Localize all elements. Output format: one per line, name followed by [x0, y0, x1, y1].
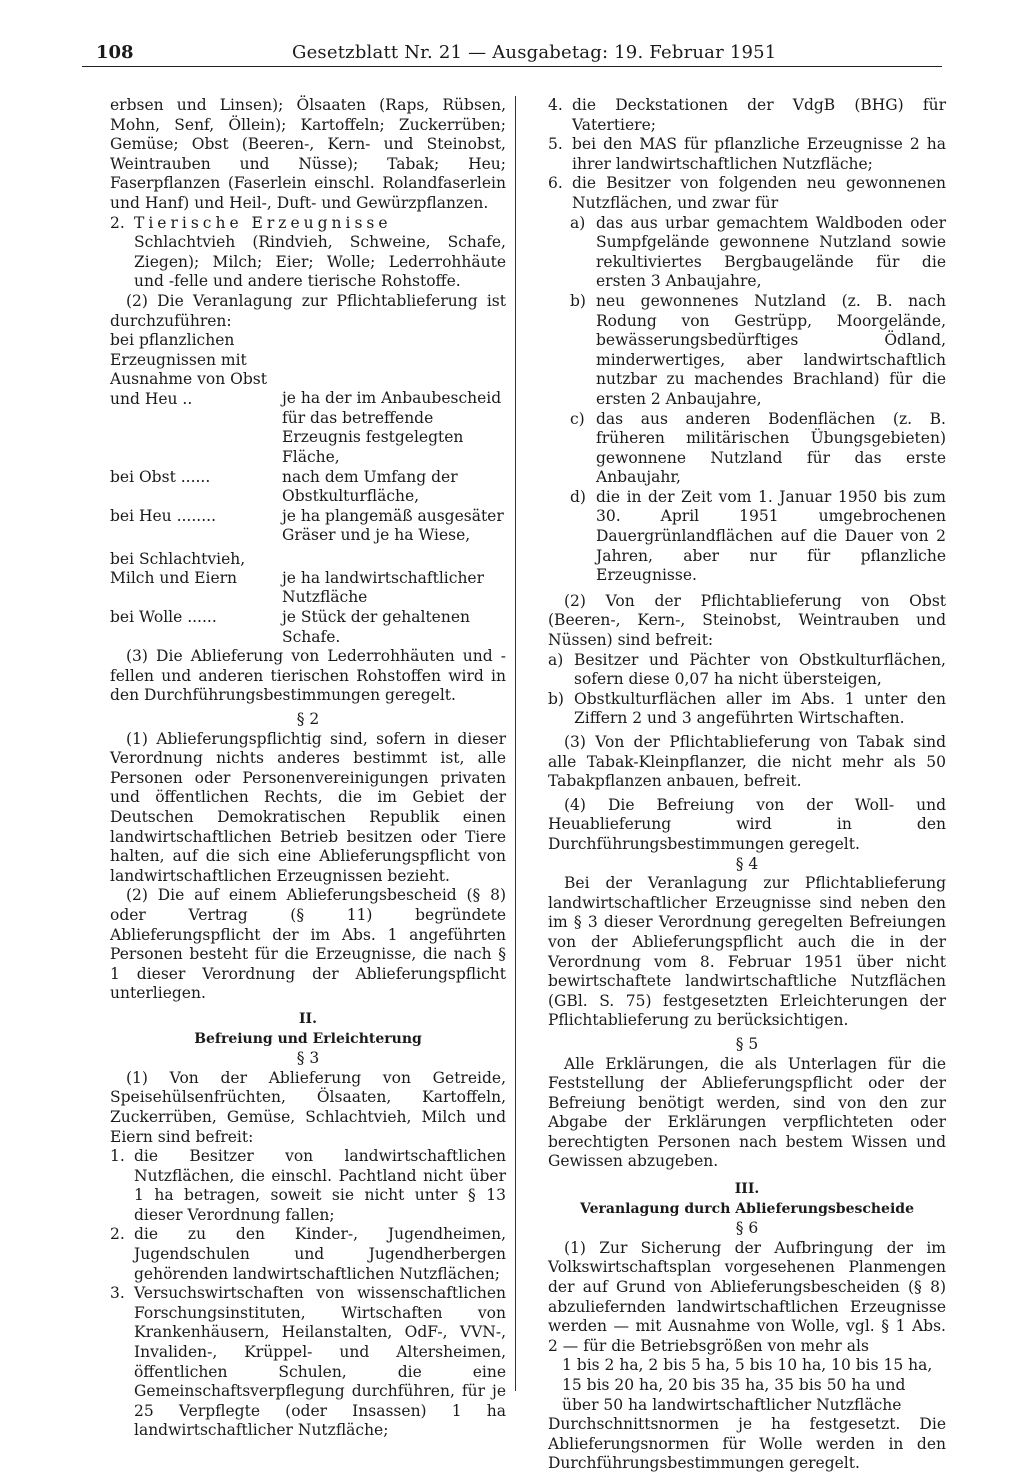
right-column: [548, 96, 946, 1474]
exemption-item: [110, 1147, 506, 1225]
exemption-text: die Besitzer von landwirtschaftlichen Nutzflächen, die einschl. Pachtland nicht über 1 ha betragen, soweit sie nicht unter § 13 dieser Verordnung fallen;: [134, 1147, 506, 1224]
exemption-item: [548, 96, 946, 135]
sub-item: [570, 410, 946, 488]
section-3-paragraph-4: (4) Die Befreiung von der Woll- und Heuablieferung wird in den Durchführungsbestimmungen geregelt.: [548, 795, 946, 853]
part-2-title: Befreiung und Erleichterung: [194, 1030, 422, 1047]
exemption-number: 1.: [110, 1147, 125, 1166]
section-2-heading: § 2: [296, 710, 320, 729]
sub-item: [570, 292, 946, 410]
schedule-row: [110, 507, 506, 546]
item-2-number: 2.: [110, 213, 125, 232]
item-2-title: Tierische Erzeugnisse: [134, 213, 392, 232]
fruit-exemption-item: [548, 651, 946, 690]
sub-item-text: das aus anderen Bodenflächen (z. B. früheren militärischen Übungsgebieten) gewonnene Nutzland für das erste Anbaujahr,: [596, 409, 946, 487]
exemption-text: die Deckstationen der VdgB (BHG) für Vatertiere;: [572, 96, 946, 134]
section-2-paragraph-2: (2) Die auf einem Ablieferungsbescheid (§ 8) oder Vertrag (§ 11) begründete Ablieferungspflicht der im Abs. 1 angeführten Personen besteht für die Erzeugnisse, die nach § 1 dieser Verordnung der Ablieferungspflicht unterliegen.: [110, 886, 506, 1003]
sub-item-letter: b): [570, 291, 586, 310]
schedule-label: bei pflanzlichen Erzeugnissen mit Ausnahme von Obst und Heu ..: [110, 331, 267, 408]
exemption-text: die zu den Kinder-, Jugendheimen, Jugendschulen und Jugendherbergen gehörenden landwirtschaftlichen Nutzflächen;: [134, 1225, 506, 1283]
sub-item: [570, 214, 946, 292]
schedule-label: bei Schlachtvieh, Milch und Eiern: [110, 549, 246, 588]
section-4-heading: § 4: [735, 854, 759, 873]
section-3-paragraph-1: (1) Von der Ablieferung von Getreide, Speisehülsenfrüchten, Ölsaaten, Kartoffeln, Zuckerrüben, Gemüse, Schlachtvieh, Milch und Eiern sind befreit:: [110, 1068, 506, 1146]
section-6-heading: § 6: [735, 1219, 759, 1238]
sub-item-letter: d): [570, 487, 586, 506]
exemption-item: [110, 1225, 506, 1284]
section-4-text: Bei der Veranlagung zur Pflichtablieferung landwirtschaftlicher Erzeugnisse sind neben den im § 3 dieser Verordnung geregelten Befreiungen von der Ablieferungspflicht auch die in der Verordnung vom 8. Februar 1951 über nicht bewirtschaftete landwirtschaftliche Nutzflächen (GBl. S. 75) festgesetzten Erleichterungen der Pflichtablieferung zu berücksichtigen.: [548, 874, 946, 1030]
sub-item-text: das aus urbar gemachtem Waldboden oder Sumpfgelände gewonnene Nutzland sowie rekultiviertes Bergbaugelände für die ersten 3 Anbaujahre,: [596, 213, 946, 291]
farm-size-ranges: 1 bis 2 ha, 2 bis 5 ha, 5 bis 10 ha, 10 bis 15 ha, 15 bis 20 ha, 20 bis 35 ha, 35 bis 50 ha und über 50 ha landwirtschaftlicher Nutzfläche: [562, 1356, 933, 1414]
paragraph-2: (2) Die Veranlagung zur Pflichtablieferung ist durchzuführen:: [110, 291, 506, 330]
sub-item-letter: a): [548, 650, 564, 669]
exemption-number: 4.: [548, 96, 563, 114]
item-6-subitems: [548, 214, 946, 586]
exemption-number: 2.: [110, 1225, 125, 1244]
section-3-heading: § 3: [296, 1049, 320, 1068]
exemption-item: [548, 174, 946, 213]
column-divider: [515, 96, 516, 1391]
exemption-number: 5.: [548, 135, 563, 154]
sub-item: [570, 488, 946, 586]
schedule-row: [110, 608, 506, 647]
paragraph-3: (3) Die Ablieferung von Lederrohhäuten und -fellen und anderen tierischen Rohstoffen wird in den Durchführungsbestimmungen geregelt.: [110, 647, 506, 705]
exemption-number: 3.: [110, 1284, 125, 1303]
section-2-paragraph-1: (1) Ablieferungspflichtig sind, sofern in dieser Verordnung nichts anderes bestimmt ist, alle Personen oder Personenvereinigungen privaten und öffentlichen Rechts, die im Gebiet der Deutschen Demokratischen Republik einen landwirtschaftlichen Betrieb besitzen oder Tiere halten, auf die sich eine Ablieferungspflicht von landwirtschaftlichen Erzeugnissen bezieht.: [110, 729, 506, 885]
sub-item-letter: a): [570, 213, 586, 232]
schedule-value: je ha landwirtschaftlicher Nutzfläche: [282, 568, 485, 607]
schedule-value: nach dem Umfang der Obstkulturfläche,: [282, 467, 458, 506]
intro-continuation: erbsen und Linsen); Ölsaaten (Raps, Rübsen, Mohn, Senf, Öllein); Kartoffeln; Zuckerrüben; Gemüse; Obst (Beeren-, Kern- und Steinobst, Weintrauben und Nüsse); Tabak; Heu; Faserpflanzen (Faserlein einschl. Rolandfaserlein und Hanf) und Heil-, Duft- und Gewürzpflanzen.: [110, 96, 506, 212]
left-column: [110, 96, 506, 1441]
page-header: [82, 40, 942, 70]
section-6-paragraph-1: (1) Zur Sicherung der Aufbringung der im Volkswirtschaftsplan vorgesehenen Planmengen der auf Grund von Ablieferungsbescheiden (§ 8) abzuliefernden landwirtschaftlichen Erzeugnisse werden — mit Ausnahme von Wolle, vgl. § 1 Abs. 2 — für die Betriebsgrößen von mehr als: [548, 1238, 946, 1355]
exemption-number: 6.: [548, 174, 563, 193]
item-2: [110, 214, 506, 234]
schedule-row: [110, 468, 506, 507]
header-rule: [82, 66, 942, 67]
sub-item-text: Obstkulturflächen aller im Abs. 1 unter den Ziffern 2 und 3 angeführten Wirtschaften.: [574, 689, 946, 728]
assessment-schedule: [110, 331, 506, 647]
schedule-label: bei Wolle ......: [110, 608, 217, 627]
section-3-paragraph-2: (2) Von der Pflichtablieferung von Obst (Beeren-, Kern-, Steinobst, Weintrauben und Nüssen) sind befreit:: [548, 591, 946, 650]
exemption-item: [110, 1284, 506, 1441]
sub-item-letter: b): [548, 689, 564, 708]
sub-item-text: Besitzer und Pächter von Obstkulturflächen, sofern diese 0,07 ha nicht übersteigen,: [574, 650, 946, 689]
schedule-value: je Stück der gehaltenen Schafe.: [282, 608, 470, 646]
sub-item-letter: c): [570, 409, 585, 428]
sub-item-text: neu gewonnenes Nutzland (z. B. nach Rodung von Gestrüpp, Moorgelände, bewässerungsbedürftiges Ödland, minderwertiges, aber landwirtschaftlich nutzbar zu machendes Brachland) für die ersten 2 Anbaujahre,: [596, 291, 946, 408]
section-5-heading: § 5: [735, 1034, 759, 1053]
schedule-row: [110, 550, 506, 608]
schedule-value: je ha plangemäß ausgesäter Gräser und je ha Wiese,: [282, 506, 504, 545]
part-3-title: Veranlagung durch Ablieferungsbescheide: [580, 1200, 914, 1217]
gazette-title: Gesetzblatt Nr. 21 — Ausgabetag: 19. Februar 1951: [292, 42, 777, 63]
exemption-text: bei den MAS für pflanzliche Erzeugnisse 2 ha ihrer landwirtschaftlichen Nutzfläche;: [572, 135, 946, 173]
part-3-number: III.: [734, 1181, 760, 1198]
schedule-value: je ha der im Anbaubescheid für das betreffende Erzeugnis festgelegten Fläche,: [282, 389, 502, 466]
section-5-text: Alle Erklärungen, die als Unterlagen für die Feststellung der Ablieferungspflicht oder der Befreiung benötigt werden, sind von den zur Abgabe der Erklärungen verpflichteten oder berechtigten Personen nach bestem Wissen und Gewissen abzugeben.: [548, 1054, 946, 1171]
item-2-text: Schlachtvieh (Rindvieh, Schweine, Schafe, Ziegen); Milch; Eier; Wolle; Lederrohhäute und -felle und andere tierische Rohstoffe.: [134, 233, 506, 291]
exemption-text: die Besitzer von folgenden neu gewonnenen Nutzflächen, und zwar für: [572, 174, 946, 212]
page-number: 108: [96, 42, 134, 63]
section-6-tail: Durchschnittsnormen je ha festgesetzt. Die Ablieferungsnormen für Wolle werden in den Durchführungsbestimmungen geregelt.: [548, 1415, 946, 1473]
fruit-exemption-item: [548, 690, 946, 729]
exemption-item: [548, 135, 946, 174]
part-2-number: II.: [299, 1010, 317, 1027]
exemption-text: Versuchswirtschaften von wissenschaftlichen Forschungsinstituten, Wirtschaften von Krankenhäusern, Heilanstalten, OdF-, VVN-, Invaliden-, Krüppel- und Altersheimen, öffentlichen Schulen, die eine Gemeinschaftsverpflegung durchführen, für je 25 Verpflegte (oder Insassen) 1 ha landwirtschaftlicher Nutzfläche;: [134, 1284, 506, 1440]
sub-item-text: die in der Zeit vom 1. Januar 1950 bis zum 30. April 1951 umgebrochenen Dauergrünlandflächen auf die Dauer von 2 Jahren, aber nur für pflanzliche Erzeugnisse.: [596, 487, 946, 585]
schedule-label: bei Obst ......: [110, 467, 211, 486]
section-3-paragraph-3: (3) Von der Pflichtablieferung von Tabak sind alle Tabak-Kleinpflanzer, die nicht mehr als 50 Tabakpflanzen anbauen, befreit.: [548, 733, 946, 791]
schedule-row: [110, 331, 506, 467]
schedule-label: bei Heu ........: [110, 506, 216, 525]
